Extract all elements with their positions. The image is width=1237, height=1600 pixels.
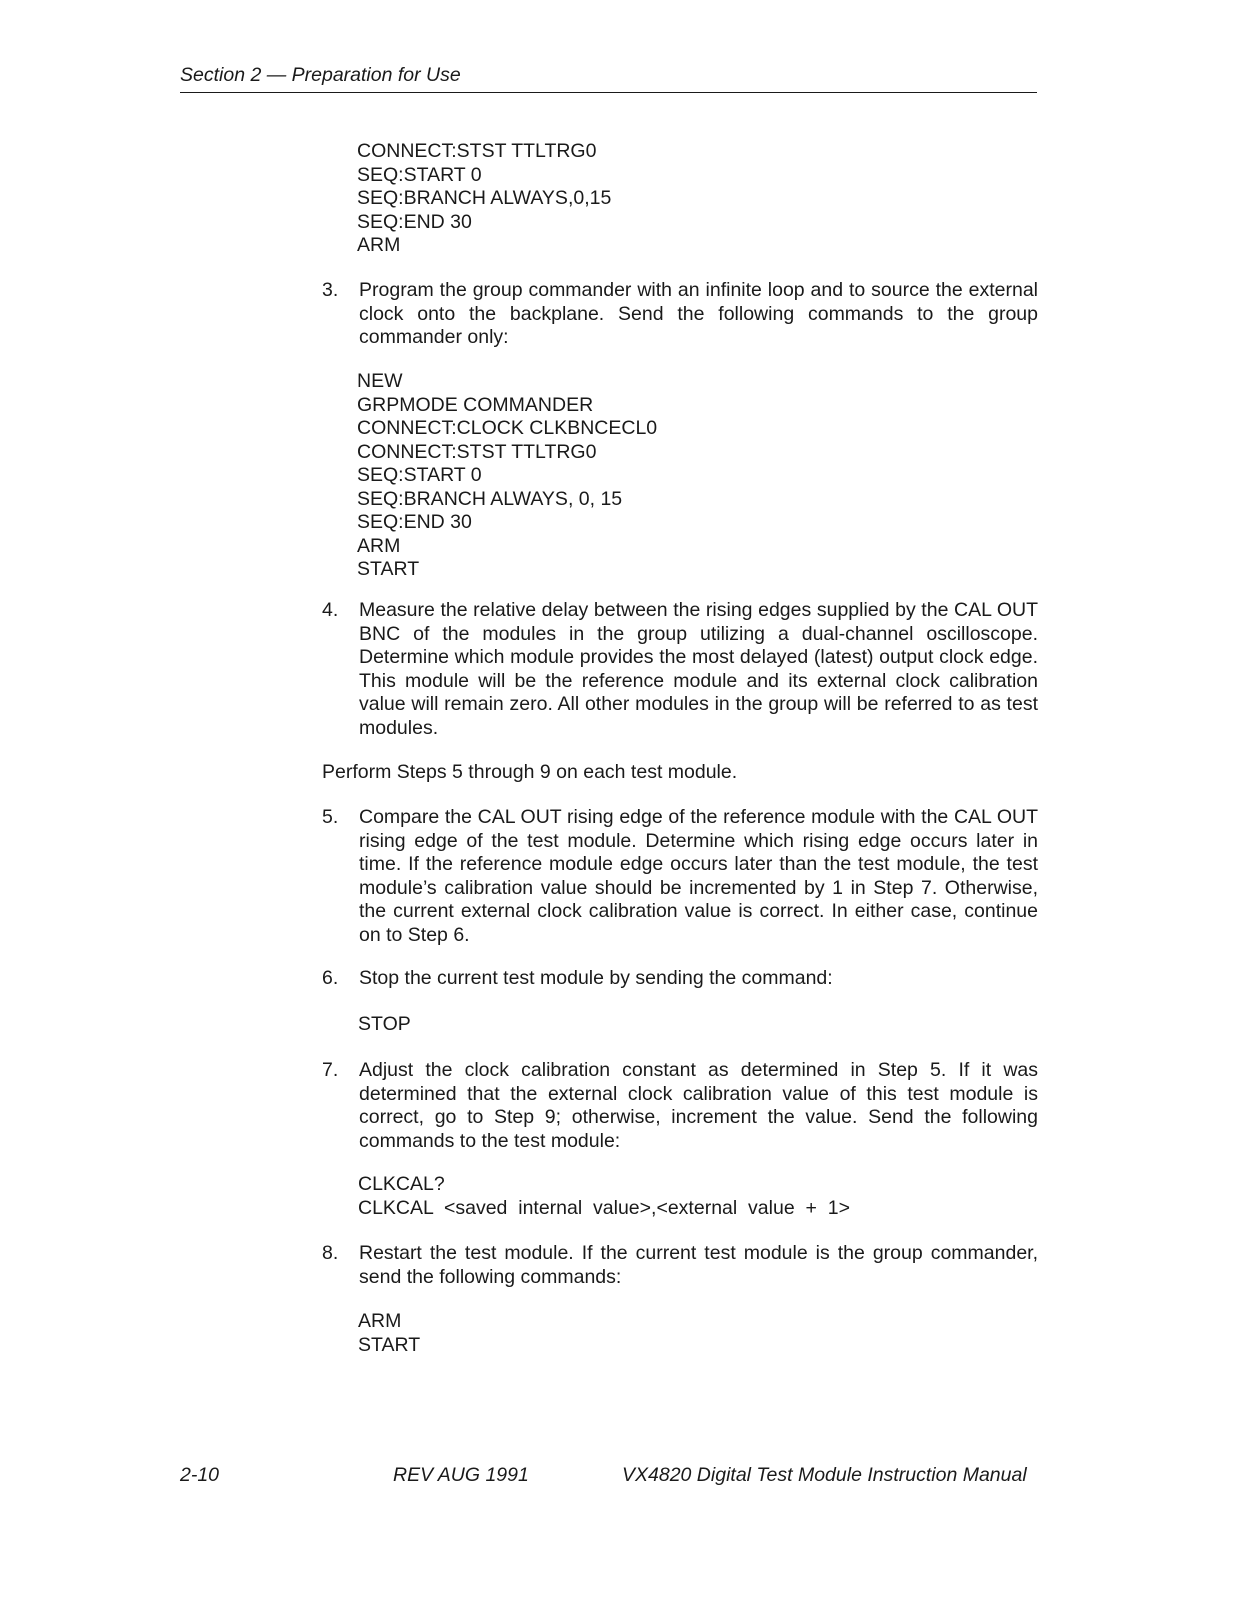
- code-line: SEQ:BRANCH ALWAYS,0,15: [357, 187, 612, 209]
- section-header: Section 2 — Preparation for Use: [180, 64, 1037, 93]
- code-line: ARM: [358, 1310, 402, 1332]
- step-number: 5.: [322, 806, 339, 828]
- step-text: Stop the current test module by sending the command:: [359, 967, 833, 989]
- code-line: SEQ:START 0: [357, 464, 482, 486]
- code-line: CONNECT:STST TTLTRG0: [357, 140, 597, 162]
- code-line: ARM: [357, 234, 401, 256]
- code-line: CLKCAL <saved internal value>,<external value + 1>: [358, 1196, 850, 1219]
- code-line: GRPMODE COMMANDER: [357, 393, 594, 416]
- code-line: ARM: [357, 534, 401, 557]
- code-line: SEQ:BRANCH ALWAYS, 0, 15: [357, 487, 623, 510]
- step-text: Measure the relative delay between the rising edges supplied by the CAL OUT BNC of the modules in the group utilizing a dual-channel oscilloscope. Determine which module provides the most delayed (latest) output clock edge. This module will be the reference module and its external clock calibration value will remain zero. All other modules in the group will be referred to as test modules.: [359, 599, 1038, 739]
- step-5: [322, 806, 1038, 947]
- page-number: 2-10: [180, 1464, 220, 1486]
- revision-date: REV AUG 1991: [393, 1464, 529, 1486]
- step-text: Restart the test module. If the current test module is the group commander, send the following commands:: [359, 1242, 1038, 1288]
- step-7: [322, 1059, 1038, 1153]
- code-block-3: [358, 1013, 411, 1037]
- code-line: CONNECT:STST TTLTRG0: [357, 440, 597, 463]
- code-line: CONNECT:CLOCK CLKBNCECL0: [357, 417, 658, 439]
- step-3: [322, 279, 1038, 350]
- perform-note: Perform Steps 5 through 9 on each test module.: [322, 761, 738, 783]
- step-text: Adjust the clock calibration constant as determined in Step 5. If it was determined that the external clock calibration value of this test module is correct, go to Step 9; otherwise, increment the value. Send the following commands to the test module:: [359, 1059, 1038, 1152]
- step-number: 7.: [322, 1059, 339, 1081]
- code-line: STOP: [358, 1013, 411, 1035]
- code-block-4: [358, 1173, 850, 1220]
- step-text: Program the group commander with an infinite loop and to source the external clock onto the backplane. Send the following commands to the group commander only:: [359, 279, 1038, 348]
- step-text: Compare the CAL OUT rising edge of the reference module with the CAL OUT rising edge of the test module. Determine which rising edge occurs later in time. If the reference module edge occurs later than the test module, the test module’s calibration value should be incremented by 1 in Step 7. Otherwise, the current external clock calibration value is correct. In either case, continue on to Step 6.: [359, 806, 1038, 946]
- code-block-1: [357, 140, 611, 258]
- step-8: [322, 1242, 1038, 1289]
- code-line: START: [358, 1333, 421, 1356]
- code-block-2: [357, 370, 657, 582]
- code-line: START: [357, 558, 420, 580]
- code-line: SEQ:END 30: [357, 210, 472, 233]
- code-line: SEQ:END 30: [357, 511, 472, 533]
- code-line: SEQ:START 0: [357, 163, 482, 186]
- step-4: [322, 599, 1038, 740]
- step-number: 4.: [322, 599, 339, 621]
- manual-title: VX4820 Digital Test Module Instruction Manual: [622, 1464, 1027, 1486]
- code-line: NEW: [357, 370, 403, 392]
- code-block-5: [358, 1310, 420, 1357]
- step-number: 6.: [322, 967, 339, 989]
- step-number: 8.: [322, 1242, 339, 1264]
- step-number: 3.: [322, 279, 339, 301]
- code-line: CLKCAL?: [358, 1173, 445, 1195]
- step-6: [322, 967, 1038, 991]
